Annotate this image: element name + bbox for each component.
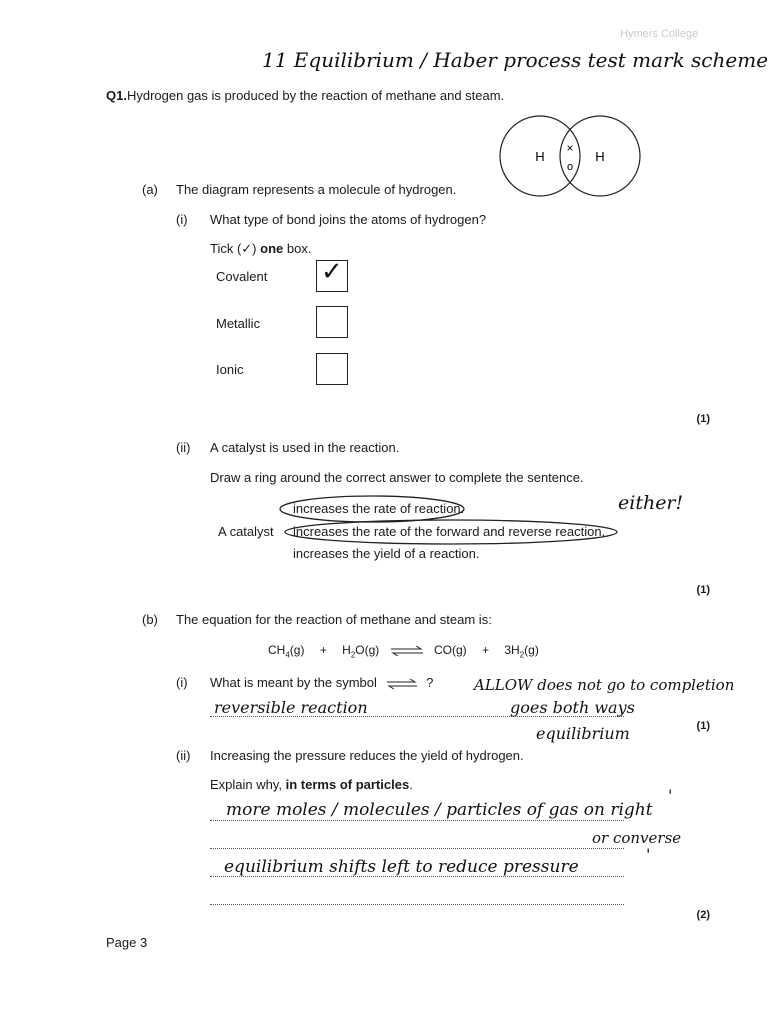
eq-plus-2: + <box>482 643 490 657</box>
instruction-bold: one <box>260 241 284 256</box>
instruction-post: box. <box>283 241 312 256</box>
school-watermark: Hymers College <box>620 28 699 40</box>
handwritten-either: either! <box>618 492 684 514</box>
part-a-text: The diagram represents a molecule of hydrogen. <box>176 182 457 197</box>
hydrogen-molecule-diagram <box>498 114 644 198</box>
handwritten-allow-1: ALLOW does not go to completion <box>474 676 735 694</box>
answer-line[interactable] <box>210 904 624 905</box>
ionic-checkbox[interactable] <box>316 353 348 385</box>
electron-cross: × <box>566 141 574 155</box>
instruction-post: . <box>409 777 413 792</box>
question-intro <box>106 88 504 103</box>
part-b-i-question <box>210 675 433 690</box>
instruction-bold: in terms of particles <box>285 777 410 792</box>
marks-b-i: (1) <box>696 720 710 732</box>
option-ionic-label: Ionic <box>216 362 244 377</box>
part-b-i-text: What is meant by the symbol <box>210 675 377 690</box>
part-b-i-label: (i) <box>176 675 188 690</box>
catalyst-option-2[interactable]: increases the rate of the forward and reverse reaction. <box>293 524 606 539</box>
catalyst-option-3[interactable]: increases the yield of a reaction. <box>293 546 480 561</box>
eq-water-rest: O(g) <box>355 643 380 657</box>
eq-methane: CH <box>268 643 286 657</box>
option-metallic-label: Metallic <box>216 316 261 331</box>
part-b-ii-text: Increasing the pressure reduces the yield of hydrogen. <box>210 748 524 763</box>
marks-b-ii: (2) <box>696 909 710 921</box>
handwritten-allow-2: goes both ways <box>510 698 635 717</box>
part-b-label: (b) <box>142 612 158 627</box>
part-a-i-instruction <box>210 241 311 257</box>
handwritten-tick-2: ' <box>646 845 651 864</box>
eq-co: CO(g) <box>433 643 467 657</box>
eq-plus-1: + <box>319 643 327 657</box>
part-a-label: (a) <box>142 182 158 197</box>
option-covalent-label: Covalent <box>216 269 268 284</box>
part-b-ii-label: (ii) <box>176 748 191 763</box>
part-b-ii-instruction <box>210 777 413 792</box>
instruction-pre: Explain why, <box>210 777 286 792</box>
eq-water: H <box>342 643 351 657</box>
question-number: Q1. <box>106 88 127 103</box>
handwritten-or-converse: or converse <box>592 829 682 847</box>
answer-line[interactable] <box>210 848 624 849</box>
part-b-text: The equation for the reaction of methane and steam is: <box>176 612 492 627</box>
handwritten-answer-b-ii-1: more moles / molecules / particles of gas on right <box>226 800 653 820</box>
handwritten-allow-3: equilibrium <box>536 724 630 743</box>
part-a-ii-text: A catalyst is used in the reaction. <box>210 440 400 455</box>
covalent-checkbox[interactable] <box>316 257 348 292</box>
part-a-ii-label: (ii) <box>176 440 191 455</box>
eq-methane-sub: 4 <box>285 650 290 660</box>
part-b-i-qmark: ? <box>426 675 434 690</box>
catalyst-stem: A catalyst <box>218 524 274 539</box>
atom-left-label: H <box>535 149 545 164</box>
eq-hydrogen-state: (g) <box>524 643 539 657</box>
part-a-i-text: What type of bond joins the atoms of hydrogen? <box>210 212 487 227</box>
atom-right-label: H <box>595 149 605 164</box>
part-a-i-label: (i) <box>176 212 188 227</box>
eq-hydrogen: 3H <box>504 643 520 657</box>
tick-icon: ✓ <box>321 257 343 287</box>
handwritten-title: 11 Equilibrium / Haber process test mark scheme <box>262 48 768 72</box>
eq-water-sub: 2 <box>350 650 356 660</box>
handwritten-answer-b-i: reversible reaction <box>214 698 368 717</box>
part-a-ii-instruction: Draw a ring around the correct answer to complete the sentence. <box>210 470 584 485</box>
marks-a-i: (1) <box>696 413 710 425</box>
eq-methane-state: (g) <box>289 643 305 657</box>
handwritten-answer-b-ii-2: equilibrium shifts left to reduce pressure <box>224 857 579 877</box>
handwritten-tick-1: ' <box>668 786 673 805</box>
handwritten-ring <box>276 493 622 547</box>
marks-a-ii: (1) <box>696 584 710 596</box>
equation <box>268 643 539 659</box>
page-number: Page 3 <box>106 935 148 950</box>
equilibrium-arrow-icon <box>385 679 419 689</box>
instruction-pre: Tick (✓) <box>210 241 261 256</box>
equilibrium-arrow-icon <box>389 646 425 656</box>
answer-line[interactable] <box>210 820 624 821</box>
eq-hydrogen-sub: 2 <box>519 650 525 660</box>
electron-dot: o <box>566 161 574 173</box>
catalyst-option-1[interactable]: increases the rate of reaction. <box>293 501 465 516</box>
metallic-checkbox[interactable] <box>316 306 348 338</box>
question-text: Hydrogen gas is produced by the reaction of methane and steam. <box>126 88 505 103</box>
